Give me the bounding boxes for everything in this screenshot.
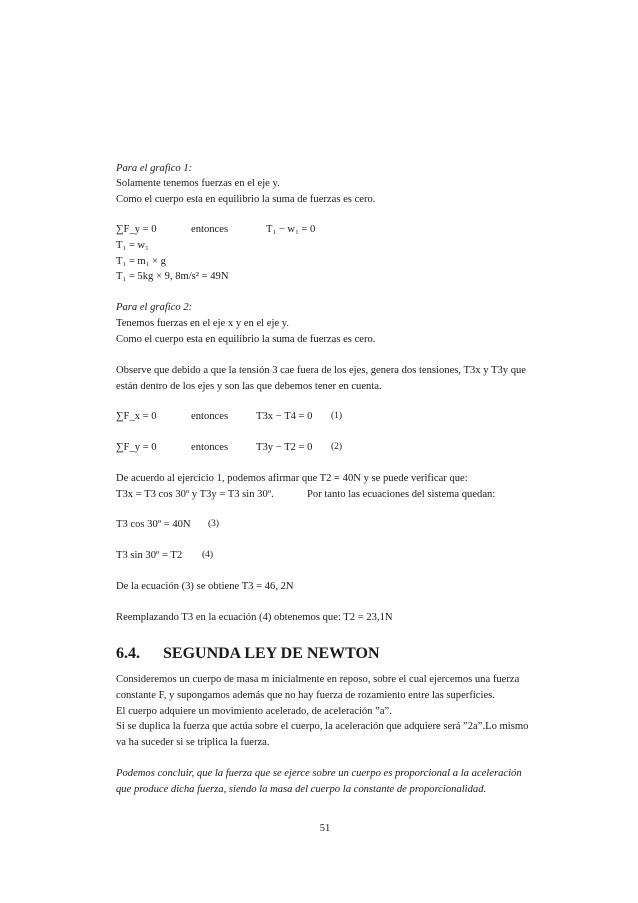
entonces-word: entonces: [191, 442, 229, 453]
acuerdo-line1: De acuerdo al ejercicio 1, podemos afirmar que T2 = 40N y se puede verificar que:: [116, 473, 468, 484]
acuerdo-components: T3x = T3 cos 30º y T3y = T3 sin 30º.: [116, 489, 274, 500]
page-number: 51: [319, 823, 331, 834]
paragraph-line: El cuerpo adquiere un movimiento acelerado, de aceleración ”a”.: [116, 706, 392, 717]
equation-text: T3 sin 30º = T2: [116, 550, 183, 561]
equation-text: T3 cos 30º = 40N: [116, 519, 191, 530]
section-heading: [116, 645, 534, 665]
equation-tag: (1): [331, 411, 343, 421]
entonces-word: entonces: [191, 224, 229, 235]
paragraph-line: Si se duplica la fuerza que actúa sobre el cuerpo, la aceleración que adquiere será ”2a”.Lo mismo: [116, 721, 529, 732]
equation-result: T3x − T4 = 0: [256, 411, 313, 422]
equation-t1-value: T₁ = 5kg × 9, 8m/s² = 49N: [116, 271, 229, 282]
paragraph-line: Consideremos un cuerpo de masa m inicialmente en reposo, sobre el cual ejercemos una fuerza: [116, 674, 520, 685]
grafico2-line1: Tenemos fuerzas en el eje x y en el eje y.: [116, 318, 289, 329]
entonces-word: entonces: [191, 411, 229, 422]
equation-result: T3y − T2 = 0: [256, 442, 313, 453]
sum-fy-expression: ∑F_y = 0: [116, 442, 157, 453]
sum-fy-expression: ∑F_y = 0: [116, 224, 157, 235]
section-title: SEGUNDA LEY DE NEWTON: [163, 645, 380, 662]
paragraph-line: va ha suceder si se triplica la fuerza.: [116, 737, 270, 748]
equation-t1-mg: T₁ = m₁ × g: [116, 256, 166, 267]
equation-tag: (3): [208, 519, 220, 529]
equation-result: T₁ − w₁ = 0: [266, 224, 316, 235]
reemplazando-result: Reemplazando T3 en la ecuación (4) obtenemos que: T2 = 23,1N: [116, 612, 393, 623]
grafico2-title: Para el grafico 2:: [116, 302, 193, 313]
conclusion-line: que produce dicha fuerza, siendo la masa del cuerpo la constante de proporcionalidad.: [116, 784, 487, 795]
observe-line1: Observe que debido a que la tensión 3 cae fuera de los ejes, genera dos tensiones, T3x y T3y que: [116, 365, 526, 376]
grafico1-line2: Como el cuerpo esta en equilibrio la suma de fuerzas es cero.: [116, 194, 376, 205]
document-page: [116, 0, 534, 903]
section-number: 6.4.: [116, 645, 140, 662]
equation-t1-w1: T₁ = w₁: [116, 240, 149, 251]
equation-tag: (4): [202, 550, 214, 560]
acuerdo-conclusion: Por tanto las ecuaciones del sistema quedan:: [307, 489, 496, 500]
observe-line2: están dentro de los ejes y son las que debemos tener en cuenta.: [116, 381, 382, 392]
equation-tag: (2): [331, 442, 343, 452]
sum-fx-expression: ∑F_x = 0: [116, 411, 157, 422]
conclusion-line: Podemos concluir, que la fuerza que se ejerce sobre un cuerpo es proporcional a la aceleración: [116, 768, 522, 779]
grafico1-title: Para el grafico 1:: [116, 163, 193, 174]
grafico1-line1: Solamente tenemos fuerzas en el eje y.: [116, 178, 280, 189]
ecuacion3-result: De la ecuación (3) se obtiene T3 = 46, 2N: [116, 581, 294, 592]
grafico2-line2: Como el cuerpo esta en equilibrio la suma de fuerzas es cero.: [116, 334, 376, 345]
paragraph-line: constante F, y supongamos además que no hay fuerza de rozamiento entre las superficies.: [116, 690, 495, 701]
